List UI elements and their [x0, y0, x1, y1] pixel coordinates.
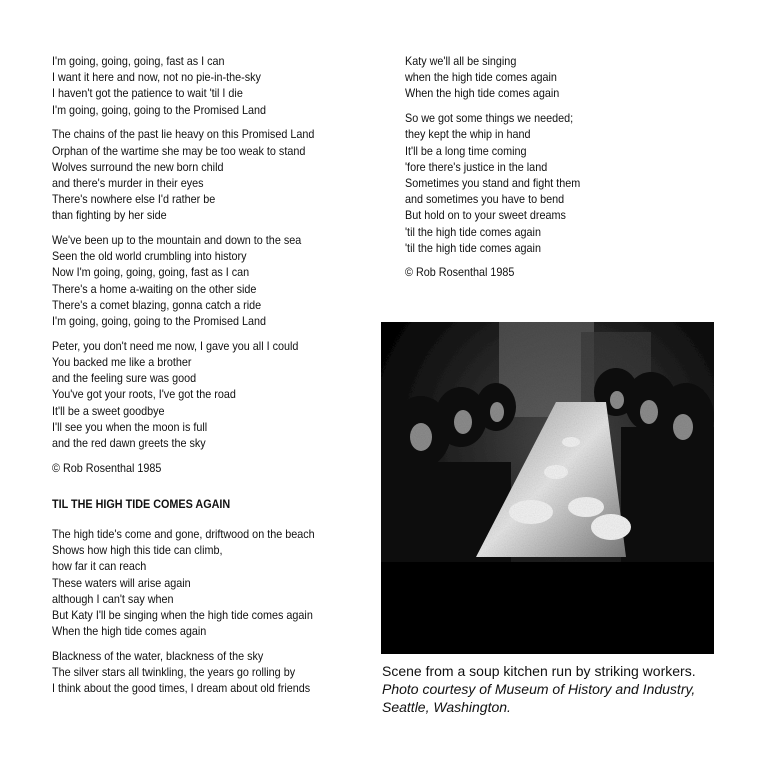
lyric-line: When the high tide comes again — [52, 624, 207, 639]
copyright-notice: © Rob Rosenthal 1985 — [405, 265, 515, 280]
lyric-line: how far it can reach — [52, 559, 147, 574]
caption-credit-line-1: Photo courtesy of Museum of History and Industry, — [382, 681, 696, 697]
lyric-line: Shows how high this tide can climb, — [52, 543, 223, 558]
high-tide-stanza-2 — [52, 648, 315, 697]
lyric-line: they kept the whip in hand — [405, 127, 531, 142]
lyric-line: Peter, you don't need me now, I gave you all I could — [52, 338, 299, 353]
lyric-line: But Katy I'll be singing when the high tide comes again — [52, 608, 313, 623]
lyric-line: These waters will arise again — [52, 575, 191, 590]
lyric-line: It'll be a sweet goodbye — [52, 403, 165, 418]
lyric-line: I'm going, going, going, fast as I can — [52, 54, 225, 68]
copyright-notice: © Rob Rosenthal 1985 — [52, 460, 162, 475]
lyric-line: I want it here and now, not no pie-in-the-sky — [52, 70, 261, 85]
lyric-line: although I can't say when — [52, 591, 174, 606]
left-lyrics-column — [52, 53, 315, 705]
lyric-line: There's a home a-waiting on the other side — [52, 281, 257, 296]
lyric-line: You've got your roots, I've got the road — [52, 387, 236, 402]
lyric-line: and there's murder in their eyes — [52, 175, 204, 190]
lyric-line: I'll see you when the moon is full — [52, 419, 208, 434]
lyric-line: There's a comet blazing, gonna catch a ride — [52, 297, 262, 312]
lyric-line: I haven't got the patience to wait 'til I die — [52, 86, 243, 101]
lyric-line: The high tide's come and gone, driftwood on the beach — [52, 527, 315, 542]
lyric-line: The silver stars all twinkling, the years go rolling by — [52, 665, 296, 680]
soup-kitchen-photo — [381, 322, 714, 654]
lyric-line: Wolves surround the new born child — [52, 159, 224, 174]
lyric-line: and sometimes you have to bend — [405, 192, 565, 207]
lyric-line: than fighting by her side — [52, 208, 167, 223]
photo-caption — [382, 662, 742, 716]
high-tide-stanza-3 — [405, 53, 580, 102]
caption-text: Scene from a soup kitchen run by striking workers. — [382, 663, 696, 679]
photo-illustration — [381, 322, 714, 654]
lyric-line: when the high tide comes again — [405, 70, 557, 85]
lyric-line: Seen the old world crumbling into history — [52, 249, 247, 264]
lyric-line: 'til the high tide comes again — [405, 224, 541, 239]
promised-land-stanza-2 — [52, 126, 315, 223]
lyric-line: Blackness of the water, blackness of the sky — [52, 649, 264, 663]
lyric-line: 'til the high tide comes again — [405, 240, 541, 255]
right-lyrics-column — [405, 53, 580, 301]
lyric-line: We've been up to the mountain and down to the sea — [52, 233, 302, 248]
lyric-line: It'll be a long time coming — [405, 143, 527, 158]
lyric-line: 'fore there's justice in the land — [405, 159, 548, 174]
caption-credit-line-2: Seattle, Washington. — [382, 699, 511, 715]
high-tide-stanza-1 — [52, 526, 315, 639]
lyric-line: and the red dawn greets the sky — [52, 435, 206, 450]
lyric-line: The chains of the past lie heavy on this Promised Land — [52, 127, 315, 142]
promised-land-stanza-4 — [52, 338, 315, 451]
foreground-shadow — [381, 562, 714, 654]
lyric-line: You backed me like a brother — [52, 354, 192, 369]
lyric-line: There's nowhere else I'd rather be — [52, 192, 216, 207]
lyric-line: Katy we'll all be singing — [405, 54, 517, 68]
lyric-line: Now I'm going, going, going, fast as I can — [52, 265, 250, 280]
promised-land-stanza-3 — [52, 232, 315, 329]
lyric-line: So we got some things we needed; — [405, 111, 574, 126]
lyric-line: I'm going, going, going to the Promised Land — [52, 314, 267, 329]
lyric-line: Sometimes you stand and fight them — [405, 175, 581, 190]
lyric-line: I'm going, going, going to the Promised Land — [52, 102, 267, 117]
song-title: TIL THE HIGH TIDE COMES AGAIN — [52, 496, 231, 511]
lyric-line: and the feeling sure was good — [52, 371, 197, 386]
lyric-line: Orphan of the wartime she may be too weak to stand — [52, 143, 306, 158]
lyric-line: I think about the good times, I dream about old friends — [52, 681, 311, 696]
lyric-line: But hold on to your sweet dreams — [405, 208, 566, 223]
high-tide-stanza-4 — [405, 110, 580, 256]
promised-land-stanza-1 — [52, 53, 315, 118]
lyric-line: When the high tide comes again — [405, 86, 560, 101]
